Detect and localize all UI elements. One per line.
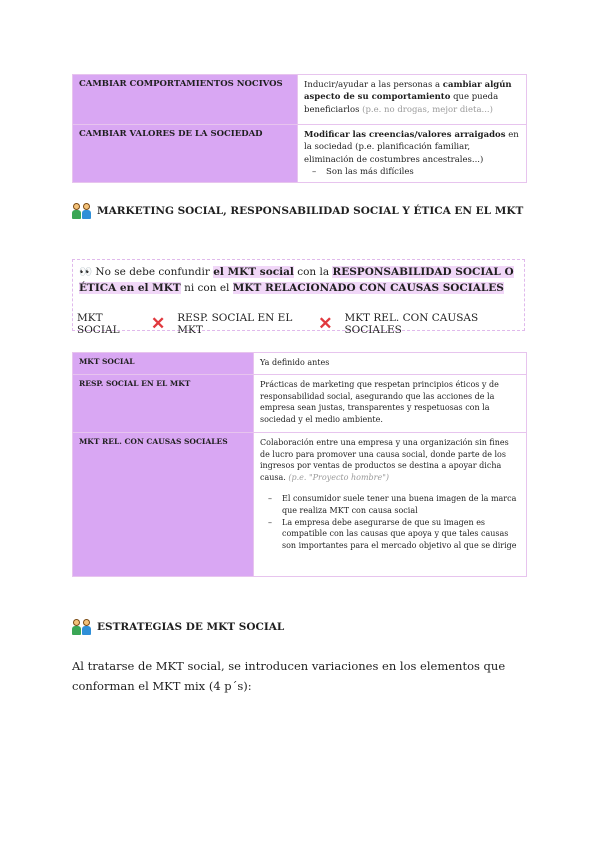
comparison-item: MKT REL. CON CAUSAS SOCIALES: [344, 312, 479, 336]
bullet-list: [260, 493, 520, 551]
section-heading: [72, 203, 523, 219]
cross-icon: ✕: [150, 313, 166, 334]
comparison-row: [77, 312, 524, 336]
definitions-table: [72, 352, 527, 577]
row-key: CAMBIAR COMPORTAMIENTOS NOCIVOS: [73, 75, 298, 125]
table-row: [73, 353, 527, 375]
people-icon: [72, 619, 91, 635]
body-paragraph: Al tratarse de MKT social, se introducen variaciones en los elementos que conforman el MKT mix (4 p´s):: [72, 659, 506, 694]
row-value: Ya definido antes: [254, 353, 527, 375]
row-value: Colaboración entre una empresa y una organización sin fines de lucro para promover una causa social, donde parte de los ingresos por ventas de productos se destina a apoyar dicha causa. (p.e. "Proyecto hombre") – El consumidor suele tener una buena imagen de la marca que realiza MKT con causa social – La empresa debe asegurarse de que su imagen es compatible con las causas que apoya y que tales causas son importantes para el mercado objetivo al que se dirige: [254, 433, 527, 577]
callout-text: 👀 No se debe confundir el MKT social con la RESPONSABILIDAD SOCIAL O ÉTICA en el MKT ni con el MKT RELACIONADO CON CAUSAS SOCIALES: [79, 266, 514, 294]
list-item: – El consumidor suele tener una buena imagen de la marca que realiza MKT con causa social: [260, 493, 520, 516]
table-row: [73, 125, 527, 183]
section-title: ESTRATEGIAS DE MKT SOCIAL: [97, 621, 285, 633]
objectives-table: [72, 74, 527, 183]
table-row: [73, 375, 527, 433]
table-row: [73, 433, 527, 577]
row-key: MKT SOCIAL: [73, 353, 254, 375]
list-item: – La empresa debe asegurarse de que su imagen es compatible con las causas que apoya y que tales causas son importantes para el mercado objetivo al que se dirige: [260, 517, 520, 552]
section-title: MARKETING SOCIAL, RESPONSABILIDAD SOCIAL Y ÉTICA EN EL MKT: [97, 205, 524, 217]
people-icon: [72, 203, 91, 219]
row-value: Inducir/ayudar a las personas a cambiar algún aspecto de su comportamiento que pueda beneficiarlos (p.e. no drogas, mejor dieta...): [298, 75, 527, 125]
cross-icon: ✕: [318, 313, 333, 334]
row-value: Prácticas de marketing que respetan principios éticos y de responsabilidad social, asegurando que las acciones de la empresa sean justas, transparentes y respetuosas con la sociedad y el medio ambiente.: [254, 375, 527, 433]
row-key: CAMBIAR VALORES DE LA SOCIEDAD: [73, 125, 298, 183]
callout-box: [72, 259, 525, 336]
row-key: RESP. SOCIAL EN EL MKT: [73, 375, 254, 433]
bullet-list: [304, 166, 520, 178]
table-row: [73, 75, 527, 125]
eyes-icon: 👀: [79, 266, 93, 278]
row-value: Modificar las creencias/valores arraigados en la sociedad (p.e. planificación familiar, eliminación de costumbres ancestrales...) – Son las más difíciles: [298, 125, 527, 183]
comparison-item: RESP. SOCIAL EN EL MKT: [177, 312, 293, 336]
comparison-item: MKT SOCIAL: [77, 312, 120, 336]
row-key: MKT REL. CON CAUSAS SOCIALES: [73, 433, 254, 577]
section-heading: [72, 619, 284, 635]
list-item: – Son las más difíciles: [304, 166, 520, 178]
